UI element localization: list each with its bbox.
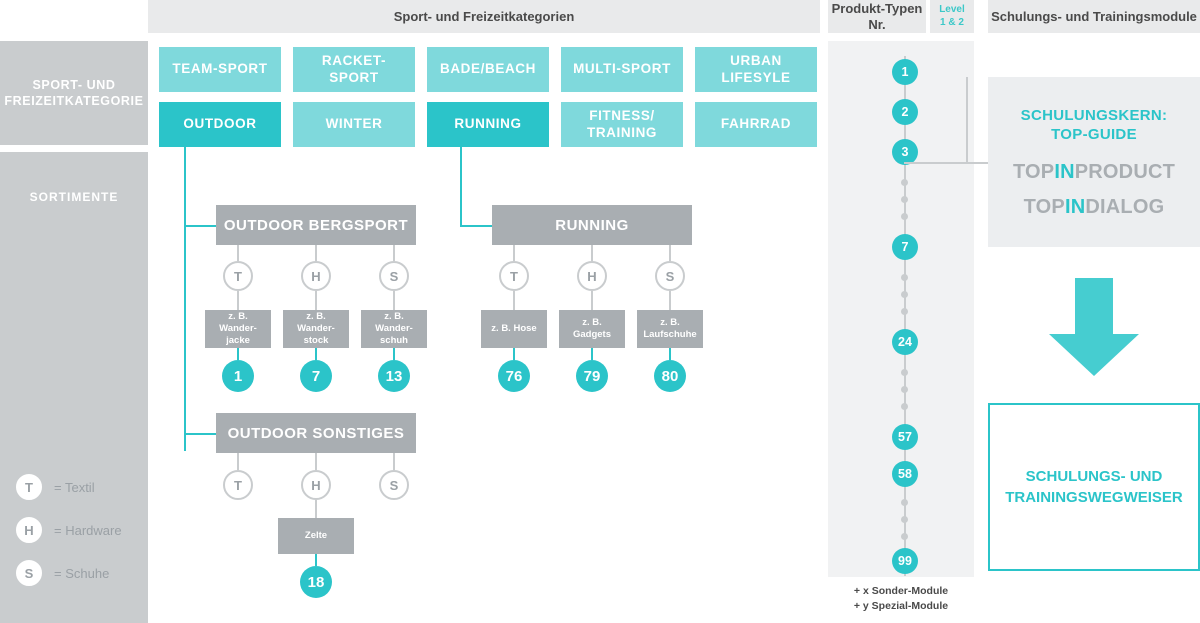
left-panel-category <box>0 41 148 145</box>
example-bergsport-s-line1: z. B. Wander- <box>375 311 413 335</box>
product-type-note-line1: + x Sonder-Module <box>853 585 949 597</box>
example-bergsport-s-line2: schuh <box>380 334 408 346</box>
header-modules: Schulungs- und Trainingsmodule <box>988 0 1200 33</box>
legend-label-textil: = Textil <box>54 479 95 495</box>
modules-core-title-line2: TOP-GUIDE <box>1051 126 1137 143</box>
tile-fitness-training[interactable] <box>561 102 683 147</box>
product-type-99: 99 <box>892 548 918 574</box>
example-bergsport-t-line2: jacke <box>226 334 250 346</box>
stub2-bergsport-s <box>393 291 395 310</box>
symbol-running-t: T <box>499 261 529 291</box>
module-topindialog-post: DIALOG <box>1085 195 1165 218</box>
tile-fitness-line2: TRAINING <box>586 124 658 140</box>
number-running-h: 79 <box>576 360 608 392</box>
tile-running[interactable]: RUNNING <box>427 102 549 147</box>
stub-bergsport-h <box>315 245 317 261</box>
tile-fitness-line1: FITNESS/ <box>589 108 655 124</box>
stub-sonstiges-t <box>237 453 239 470</box>
product-type-dot-2 <box>901 196 908 203</box>
connector-column-to-modules-vert <box>966 77 968 163</box>
tile-bade-beach[interactable]: BADE/BEACH <box>427 47 549 92</box>
number-bergsport-t: 1 <box>222 360 254 392</box>
example-running-t-line1: z. B. Hose <box>491 323 537 335</box>
header-product-types-line1: Produkt-Typen <box>831 0 923 16</box>
module-topinproduct[interactable] <box>1013 161 1175 184</box>
product-type-dot-8 <box>901 386 908 393</box>
legend-item-textil <box>14 472 95 502</box>
tile-fahrrad[interactable]: FAHRRAD <box>695 102 817 147</box>
stub3-running-h <box>591 348 593 360</box>
stub2-running-t <box>513 291 515 310</box>
down-arrow-icon <box>1049 278 1139 381</box>
stub3-bergsport-t <box>237 348 239 360</box>
module-topindialog-hl: IN <box>1064 195 1086 218</box>
stub2-running-s <box>669 291 671 310</box>
stub2-bergsport-t <box>237 291 239 310</box>
example-bergsport-s <box>361 310 427 348</box>
stub-sonstiges-h <box>315 453 317 470</box>
group-outdoor-sonstiges-title: OUTDOOR SONSTIGES <box>216 413 416 453</box>
stub2-sonstiges-h <box>315 500 317 518</box>
tile-multi-sport[interactable]: MULTI-SPORT <box>561 47 683 92</box>
number-sonstiges-h: 18 <box>300 566 332 598</box>
product-type-dot-5 <box>901 291 908 298</box>
group-running-title: RUNNING <box>492 205 692 245</box>
stub3-bergsport-s <box>393 348 395 360</box>
product-type-dot-1 <box>901 179 908 186</box>
connector-outdoor-vertical <box>184 147 186 451</box>
example-running-s-line2: Laufschuhe <box>643 329 697 340</box>
symbol-running-h: H <box>577 261 607 291</box>
number-bergsport-s: 13 <box>378 360 410 392</box>
schulungswegweiser-line1: SCHULUNGS- UND <box>1025 468 1163 485</box>
product-type-dot-12 <box>901 533 908 540</box>
product-type-dot-4 <box>901 274 908 281</box>
symbol-sonstiges-h: H <box>301 470 331 500</box>
stub-bergsport-s <box>393 245 395 261</box>
module-topinproduct-pre: TOP <box>1012 160 1055 183</box>
schulungswegweiser-line2: TRAININGSWEGWEISER <box>1005 489 1183 506</box>
stub3-running-s <box>669 348 671 360</box>
module-topindialog[interactable] <box>1024 196 1165 219</box>
number-running-t: 76 <box>498 360 530 392</box>
tile-team-sport[interactable]: TEAM-SPORT <box>159 47 281 92</box>
example-running-h <box>559 310 625 348</box>
header-product-types-line2: Nr. <box>868 16 886 32</box>
symbol-running-s: S <box>655 261 685 291</box>
stub-sonstiges-s <box>393 453 395 470</box>
tile-winter[interactable]: WINTER <box>293 102 415 147</box>
group-outdoor-bergsport-title: OUTDOOR BERGSPORT <box>216 205 416 245</box>
modules-core-title <box>1021 106 1168 145</box>
stub3-bergsport-h <box>315 348 317 360</box>
product-type-dot-7 <box>901 369 908 376</box>
symbol-sonstiges-s: S <box>379 470 409 500</box>
symbol-bergsport-h: H <box>301 261 331 291</box>
example-sonstiges-h: Zelte <box>278 518 354 554</box>
product-type-58: 58 <box>892 461 918 487</box>
symbol-bergsport-t: T <box>223 261 253 291</box>
left-panel-category-line1: SPORT- UND <box>32 77 116 92</box>
left-panel-assortments-label: SORTIMENTE <box>29 190 119 204</box>
legend-label-hardware: = Hardware <box>54 522 122 538</box>
stub3-sonstiges-h <box>315 554 317 566</box>
stub-bergsport-t <box>237 245 239 261</box>
product-type-dot-11 <box>901 516 908 523</box>
module-topinproduct-hl: IN <box>1054 160 1075 183</box>
connector-running-vertical <box>460 147 462 225</box>
product-type-1: 1 <box>892 59 918 85</box>
number-running-s: 80 <box>654 360 686 392</box>
product-type-dot-9 <box>901 403 908 410</box>
left-panel-category-line2: FREIZEITKATEGORIE <box>4 94 144 108</box>
stub2-running-h <box>591 291 593 310</box>
example-bergsport-h-line2: stock <box>303 334 329 346</box>
stub3-running-t <box>513 348 515 360</box>
header-product-types <box>828 0 926 33</box>
example-bergsport-t-line1: z. B. Wander- <box>219 311 257 335</box>
tile-outdoor[interactable]: OUTDOOR <box>159 102 281 147</box>
legend-symbol-t: T <box>14 472 44 502</box>
connector-outdoor-to-bergsport <box>184 225 216 227</box>
example-running-t <box>481 310 547 348</box>
stub-running-s <box>669 245 671 261</box>
connector-column-to-modules <box>904 162 988 164</box>
modules-core-title-line1: SCHULUNGSKERN: <box>1020 106 1168 124</box>
stub-running-h <box>591 245 593 261</box>
tile-racket-sport[interactable]: RACKET-SPORT <box>293 47 415 92</box>
header-level-line1: Level <box>939 4 965 15</box>
product-type-dot-10 <box>901 499 908 506</box>
legend-item-hardware <box>14 515 122 545</box>
modules-core-box <box>988 77 1200 247</box>
product-type-7: 7 <box>892 234 918 260</box>
tile-urban-lifestyle[interactable]: URBAN LIFESYLE <box>695 47 817 92</box>
module-topindialog-pre: TOP <box>1023 195 1065 218</box>
number-bergsport-h: 7 <box>300 360 332 392</box>
example-bergsport-t <box>205 310 271 348</box>
stub2-bergsport-h <box>315 291 317 310</box>
product-type-3: 3 <box>892 139 918 165</box>
legend-item-schuhe <box>14 558 109 588</box>
example-running-h-line1: z. B. <box>582 317 602 329</box>
product-type-note <box>828 584 974 613</box>
header-level <box>930 0 974 33</box>
example-running-s <box>637 310 703 348</box>
stub-running-t <box>513 245 515 261</box>
example-running-s-line1: z. B. <box>660 317 680 329</box>
legend-symbol-h: H <box>14 515 44 545</box>
module-topinproduct-post: PRODUCT <box>1074 160 1176 183</box>
connector-running-to-group <box>460 225 492 227</box>
symbol-sonstiges-t: T <box>223 470 253 500</box>
example-bergsport-h-line1: z. B. Wander- <box>297 311 335 335</box>
legend-symbol-s: S <box>14 558 44 588</box>
header-level-line2: 1 & 2 <box>940 16 964 28</box>
product-type-24: 24 <box>892 329 918 355</box>
product-type-57: 57 <box>892 424 918 450</box>
schulungswegweiser-box[interactable] <box>988 403 1200 571</box>
connector-outdoor-to-sonstiges <box>184 433 216 435</box>
left-panel-assortments <box>0 152 148 623</box>
product-type-2: 2 <box>892 99 918 125</box>
symbol-bergsport-s: S <box>379 261 409 291</box>
header-categories: Sport- und Freizeitkategorien <box>148 0 820 33</box>
product-type-dot-3 <box>901 213 908 220</box>
product-type-spine <box>904 56 906 576</box>
example-running-h-line2: Gadgets <box>572 329 611 340</box>
example-bergsport-h <box>283 310 349 348</box>
product-type-note-line2: + y Spezial-Module <box>853 599 949 612</box>
product-type-dot-6 <box>901 308 908 315</box>
legend-label-schuhe: = Schuhe <box>54 565 110 581</box>
